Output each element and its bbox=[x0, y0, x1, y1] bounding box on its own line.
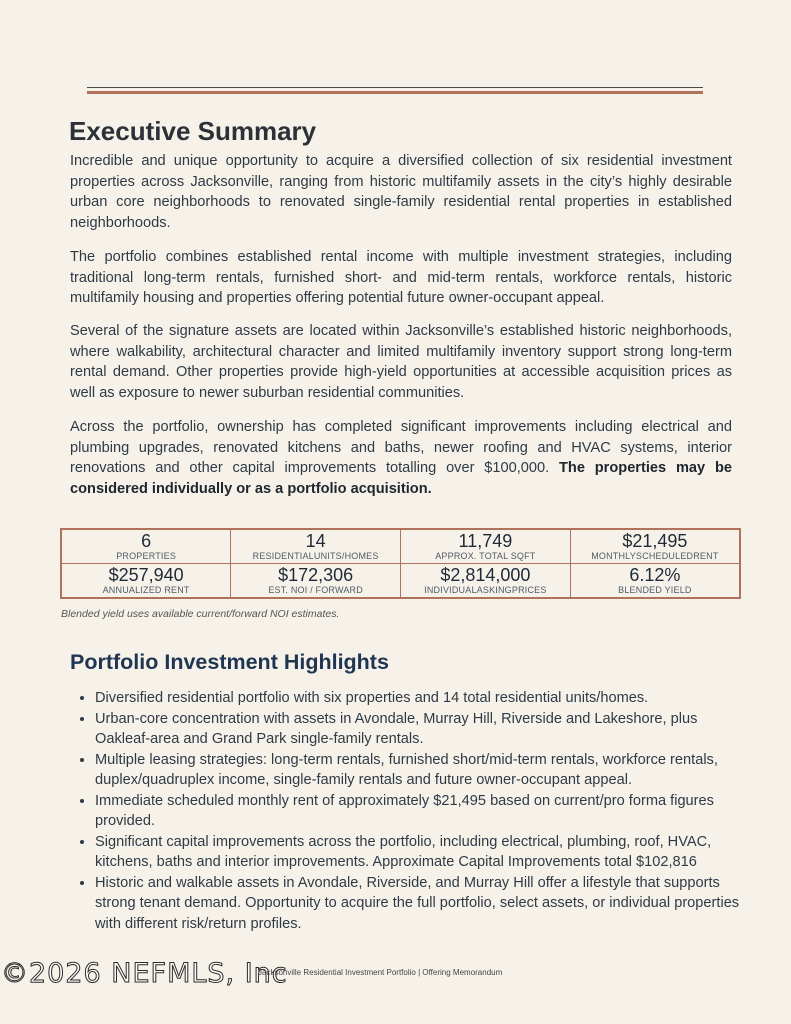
stat-cell-annual-rent bbox=[61, 564, 231, 599]
list-item: • Urban-core concentration with assets in Avondale, Murray Hill, Riverside and Lakeshore, plus Oakleaf-area and Grand Park single-family rentals. bbox=[95, 709, 755, 750]
stat-label: PROPERTIES bbox=[116, 551, 177, 561]
page-footer: Jacksonville Residential Investment Portfolio | Offering Memorandum bbox=[258, 968, 503, 977]
stat-cell-monthly-rent bbox=[570, 529, 740, 564]
list-item: • Diversified residential portfolio with six properties and 14 total residential units/homes. bbox=[95, 688, 755, 709]
summary-paragraph-4-text: Across the portfolio, ownership has completed significant improvements including electrical and plumbing upgrades, renovated kitchens and baths, newer roofing and HVAC systems, interior renovations and other capital improvements totalling over $100,000. bbox=[70, 419, 732, 476]
highlights-heading: Portfolio Investment Highlights bbox=[70, 650, 389, 674]
stat-label: BLENDED YIELD bbox=[618, 585, 692, 595]
stat-label: RESIDENTIALUNITS/HOMES bbox=[252, 551, 379, 561]
summary-paragraph-4 bbox=[70, 417, 732, 499]
stat-cell-properties bbox=[61, 529, 231, 564]
list-item: • Historic and walkable assets in Avondale, Riverside, and Murray Hill offer a lifestyle that supports strong tenant demand. Opportunity to acquire the full portfolio, select assets, or individual properties with different risk/return profiles. bbox=[95, 873, 755, 935]
summary-paragraph-4-bold: The properties may be considered individually or as a portfolio acquisition. bbox=[70, 460, 733, 497]
stat-cell-yield bbox=[570, 564, 740, 599]
yield-footnote: Blended yield uses available current/forward NOI estimates. bbox=[61, 608, 340, 620]
stat-value: 11,749 bbox=[458, 531, 513, 551]
stat-value: 6.12% bbox=[629, 565, 681, 585]
summary-paragraph-1: Incredible and unique opportunity to acquire a diversified collection of six residential investment properties across Jacksonville, ranging from historic multifamily assets in the city’s highly desirable urban core neighborhoods to renovated single-family residential rental properties in established neighborhoods. bbox=[70, 153, 732, 231]
stat-cell-units bbox=[231, 529, 401, 564]
list-item: • Immediate scheduled monthly rent of approximately $21,495 based on current/pro forma figures provided. bbox=[95, 791, 755, 832]
stat-value: $172,306 bbox=[278, 565, 354, 585]
stat-label: ANNUALIZED RENT bbox=[102, 585, 190, 595]
stat-label: INDIVIDUALASKINGPRICES bbox=[424, 585, 547, 595]
stat-value: $2,814,000 bbox=[440, 565, 531, 585]
stat-value: 14 bbox=[305, 531, 326, 551]
stat-value: 6 bbox=[141, 531, 152, 551]
stat-value: $21,495 bbox=[622, 531, 688, 551]
copyright-watermark: ©2026 NEFMLS, Inc bbox=[1, 958, 288, 989]
summary-paragraph-3: Several of the signature assets are located within Jacksonville’s established historic neighborhoods, where walkability, architectural character and limited multifamily inventory support strong long-term rental demand. Other properties provide high-yield opportunities at accessible acquisition prices as well as exposure to newer suburban residential communities. bbox=[70, 323, 732, 401]
stat-label: EST. NOI / FORWARD bbox=[268, 585, 363, 595]
summary-paragraph-2: The portfolio combines established rental income with multiple investment strategies, including traditional long-term rentals, furnished short- and mid-term rentals, workforce rentals, historic multifamily housing and properties offering potential future owner-occupant appeal. bbox=[70, 249, 732, 306]
stat-label: MONTHLYSCHEDULEDRENT bbox=[591, 551, 719, 561]
header-rule-thin bbox=[87, 87, 703, 88]
stat-value: $257,940 bbox=[108, 565, 184, 585]
portfolio-stats-table bbox=[60, 528, 741, 599]
stats-row bbox=[61, 529, 740, 564]
header-rule-thick bbox=[87, 91, 703, 94]
stat-cell-sqft bbox=[401, 529, 571, 564]
list-item: • Significant capital improvements across the portfolio, including electrical, plumbing, roof, HVAC, kitchens, baths and interior improvements. Approximate Capital Improvements total $102,816 bbox=[95, 832, 755, 873]
stat-cell-noi bbox=[231, 564, 401, 599]
list-item: • Multiple leasing strategies: long-term rentals, furnished short/mid-term rentals, workforce rentals, duplex/quadruplex income, single-family rentals and future owner-occupant appeal. bbox=[95, 750, 755, 791]
executive-summary-heading: Executive Summary bbox=[69, 116, 317, 146]
stat-label: APPROX. TOTAL SQFT bbox=[435, 551, 536, 561]
stat-cell-asking-prices bbox=[401, 564, 571, 599]
highlights-list bbox=[78, 688, 755, 934]
stats-row bbox=[61, 564, 740, 599]
